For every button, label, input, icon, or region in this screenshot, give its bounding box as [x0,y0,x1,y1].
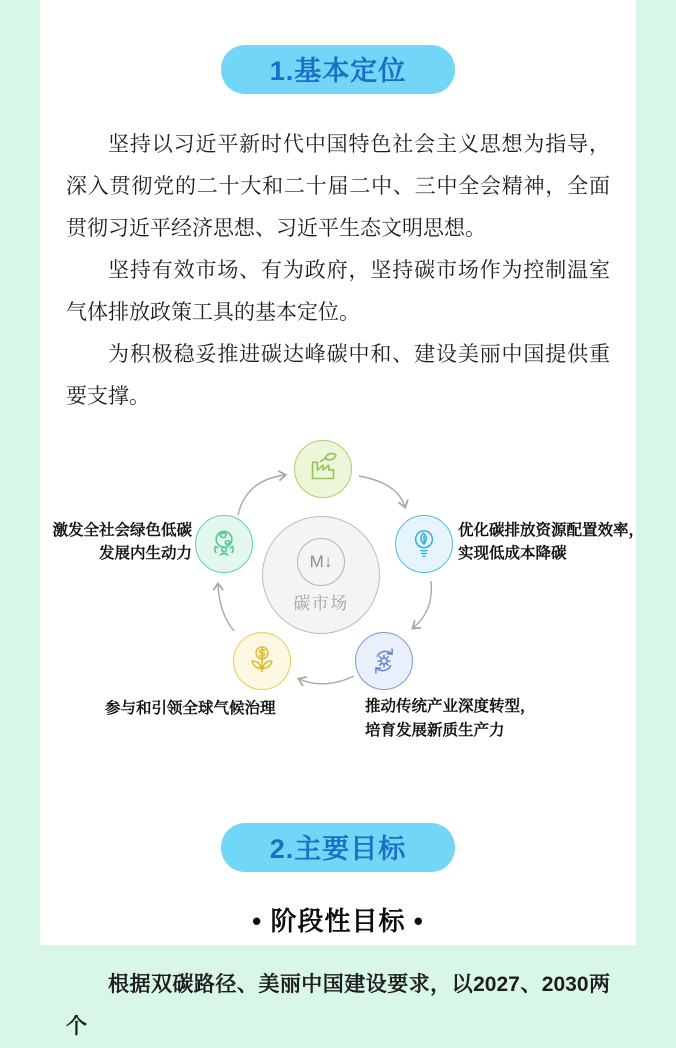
section2-body [66,964,610,1048]
label-industry-transformation: 推动传统产业深度转型， 培育发展新质生产力 [365,698,536,739]
coin-plant-icon [243,642,281,680]
node-global-society [195,515,253,573]
globe-hands-icon [205,525,243,563]
section2-paragraph-1: 根据双碳路径、美丽中国建设要求，以2027、2030两个 [66,973,610,1038]
label-global-governance: 参与和引领全球气候治理 [105,700,276,717]
center-circle [262,516,380,634]
node-climate-finance [233,632,291,690]
label-green-motivation: 激发全社会绿色低碳 发展内生动力 [52,522,192,562]
arrow-factory-to-bulb [359,476,405,507]
content-area [40,0,645,1038]
carbon-market-cycle-diagram [0,426,676,756]
section1-header-pill: 1.基本定位 [221,45,455,94]
section1-paragraph-2: 坚持有效市场、有为政府，坚持碳市场作为控制温室气体排放政策工具的基本定位。 [66,259,610,324]
center-label: 碳市场 [293,594,349,613]
recycle-gear-icon [365,642,403,680]
section1-body [66,124,610,418]
node-low-cost-carbon [395,515,453,573]
factory-leaf-icon [304,450,342,488]
market-symbol-badge [297,538,345,586]
bulb-leaf-icon [405,525,443,563]
section2-subheader: • 阶段性目标 • [252,906,424,936]
market-symbol: M↓ [309,552,333,571]
section1-paragraph-1: 坚持以习近平新时代中国特色社会主义思想为指导，深入贯彻党的二十大和二十届二中、三中全会精神，全面贯彻习近平经济思想、习近平生态文明思想。 [66,133,610,240]
arrow-globe-to-factory [238,475,285,515]
arrow-recycle-to-coin [299,676,354,684]
node-industry-transformation [355,632,413,690]
label-resource-efficiency: 优化碳排放资源配置效率， 实现低成本降碳 [458,522,645,562]
section1-paragraph-3: 为积极稳妥推进碳达峰碳中和、建设美丽中国提供重要支撑。 [66,343,610,408]
section2-header-pill: 2.主要目标 [221,823,455,872]
arrow-coin-to-globe [218,584,234,631]
arrow-bulb-to-recycle [413,581,431,628]
node-green-factory [294,440,352,498]
